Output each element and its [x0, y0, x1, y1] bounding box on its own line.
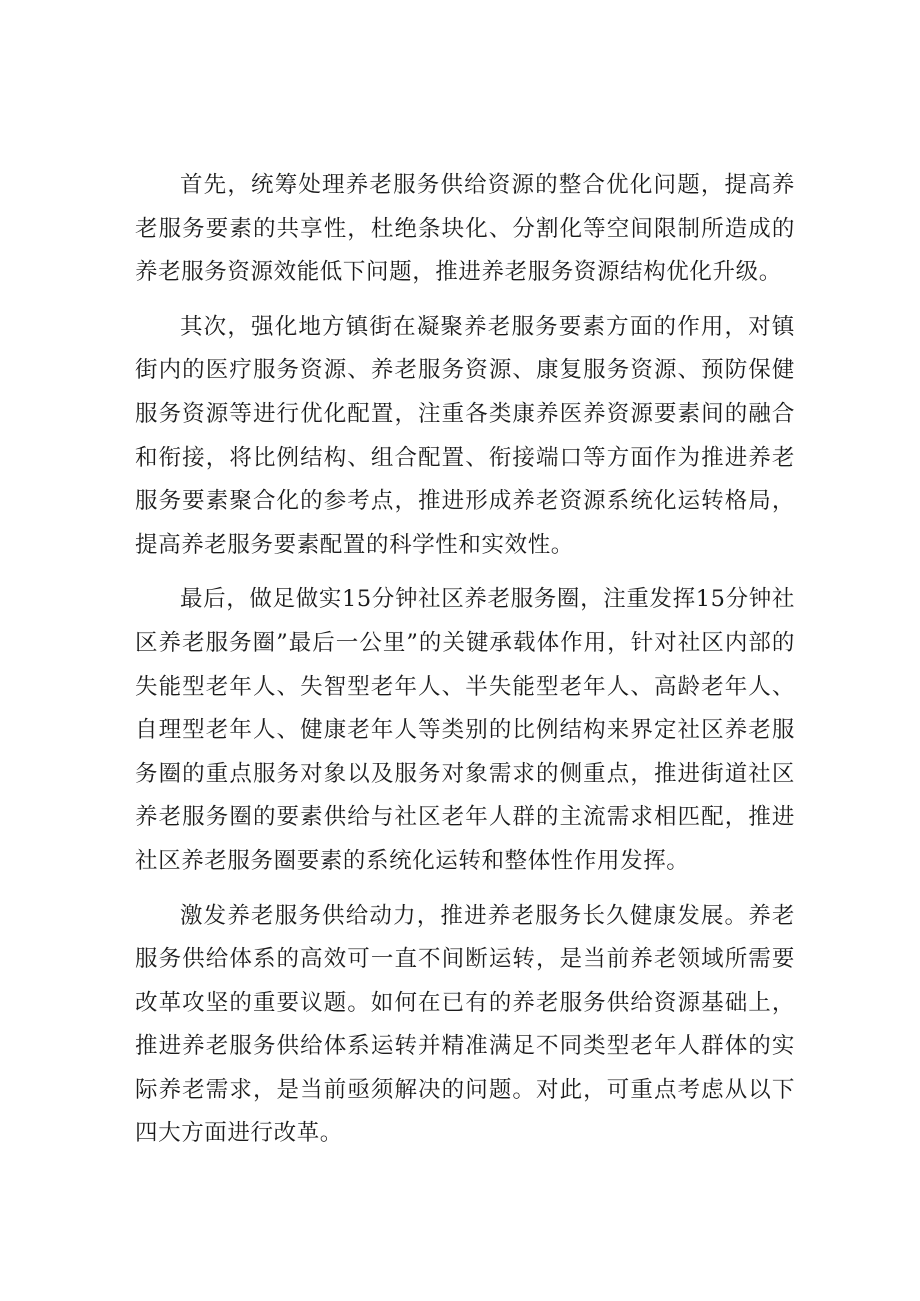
paragraph-resource-integration: 首先，统筹处理养老服务供给资源的整合优化问题，提高养老服务要素的共享性，杜绝条块化、分割化等空间限制所造成的养老服务资源效能低下问题，推进养老服务资源结构优化升级。	[135, 172, 795, 286]
paragraph-town-street-role: 其次，强化地方镇街在凝聚养老服务要素方面的作用，对镇街内的医疗服务资源、养老服务资源、康复服务资源、预防保健服务资源等进行优化配置，注重各类康养医养资源要素间的融合和衔接，将比例结构、组合配置、衔接端口等方面作为推进养老服务要素聚合化的参考点，推进形成养老资源系统化运转格局，提高养老服务要素配置的科学性和实效性。	[135, 313, 795, 558]
paragraph-supply-motivation: 激发养老服务供给动力，推进养老服务长久健康发展。养老服务供给体系的高效可一直不间断运转，是当前养老领域所需要改革攻坚的重要议题。如何在已有的养老服务供给资源基础上，推进养老服务供给体系运转并精准满足不同类型老年人群体的实际养老需求，是当前亟须解决的问题。对此，可重点考虑从以下四大方面进行改革。	[135, 902, 795, 1147]
paragraph-15-minute-service-circle: 最后，做足做实15分钟社区养老服务圈，注重发挥15分钟社区养老服务圈”最后一公里”的关键承载体作用，针对社区内部的失能型老年人、失智型老年人、半失能型老年人、高龄老年人、自理型老年人、健康老年人等类别的比例结构来界定社区养老服务圈的重点服务对象以及服务对象需求的侧重点，推进街道社区养老服务圈的要素供给与社区老年人群的主流需求相匹配，推进社区养老服务圈要素的系统化运转和整体性作用发挥。	[135, 586, 795, 874]
document-body	[135, 164, 795, 1167]
